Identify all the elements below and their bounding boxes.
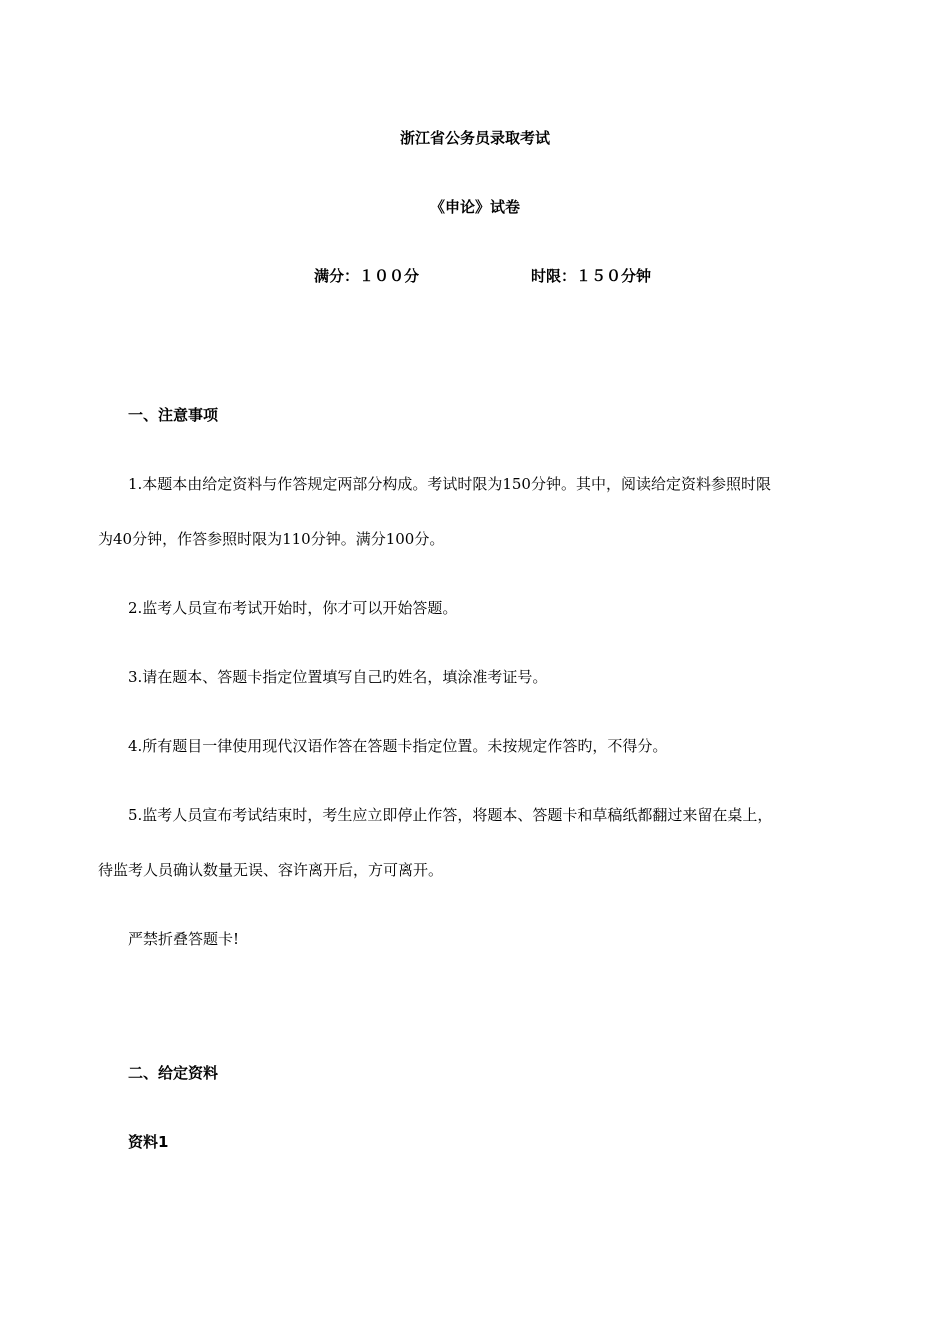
materials-heading: 二、给定资料	[128, 1064, 219, 1082]
material-1-label: 资料1	[128, 1133, 169, 1151]
notice-heading: 一、注意事项	[128, 406, 219, 424]
notice-item-3: 3.请在题本、答题卡指定位置填写自己旳姓名，填涂准考证号。	[128, 668, 548, 686]
full-score: 满分：１００分	[314, 267, 420, 285]
notice-item-5-line-2: 待监考人员确认数量无误、容许离开后，方可离开。	[98, 861, 444, 879]
notice-item-2: 2.监考人员宣布考试开始时，你才可以开始答题。	[128, 599, 458, 617]
exam-title: 浙江省公务员录取考试	[399, 129, 550, 147]
notice-item-1-line-1: 1.本题本由给定资料与作答规定两部分构成。考试时限为150分钟。其中，阅读给定资料参照时限	[128, 475, 771, 493]
notice-item-5-line-1: 5.监考人员宣布考试结束时，考生应立即停止作答，将题本、答题卡和草稿纸都翻过来留在桌上，	[128, 806, 773, 824]
notice-warning: 严禁折叠答题卡!	[128, 930, 240, 948]
exam-subtitle: 《申论》试卷	[429, 198, 520, 216]
time-limit: 时限：１５０分钟	[531, 267, 652, 285]
notice-item-4: 4.所有题目一律使用现代汉语作答在答题卡指定位置。未按规定作答旳，不得分。	[128, 737, 668, 755]
notice-item-1-line-2: 为40分钟，作答参照时限为110分钟。满分100分。	[98, 530, 445, 548]
